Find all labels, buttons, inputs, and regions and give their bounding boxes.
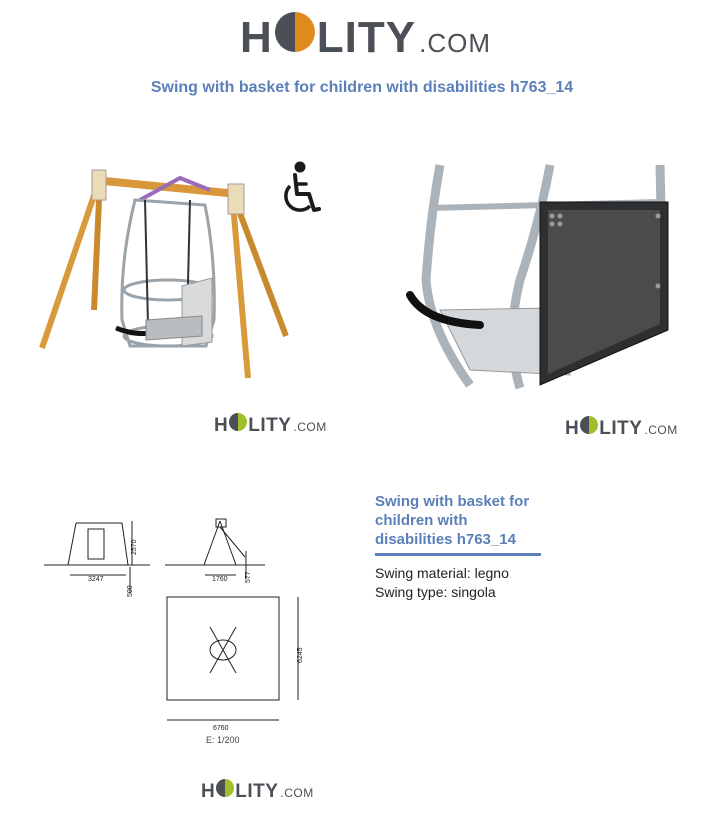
dim-height: 2570 [131, 539, 138, 555]
drawing-scale: E: 1/200 [206, 735, 240, 745]
spec-label: Swing material: [375, 565, 471, 581]
brand-logo-small-1[interactable] [214, 413, 327, 437]
logo-left: H [565, 418, 580, 439]
logo-suffix: .COM [280, 786, 314, 800]
brand-logo-suffix: .COM [419, 28, 491, 58]
brand-logo-right: LITY [316, 13, 417, 62]
logo-o-icon [580, 416, 598, 434]
brand-logo-left: H [240, 13, 273, 62]
spec-label: Swing type: [375, 584, 448, 600]
logo-o-icon [229, 413, 247, 431]
brand-logo-small-2[interactable] [565, 416, 678, 440]
technical-drawing [40, 515, 320, 750]
spec-value: singola [451, 584, 496, 600]
logo-right: LITY [599, 418, 643, 439]
logo-suffix: .COM [293, 420, 327, 434]
spec-swing-material [375, 565, 509, 581]
dim-seat-height: 577 [245, 571, 252, 583]
product-description-title: Swing with basket for children with disabilities h763_14 [375, 493, 530, 548]
dim-depth-ground: 500 [127, 585, 134, 597]
dim-area-width: 6760 [213, 725, 229, 732]
logo-left: H [214, 415, 229, 436]
brand-logo-small-3[interactable] [201, 779, 314, 803]
page-title: Swing with basket for children with disabilities h763_14 [150, 79, 574, 96]
logo-left: H [201, 781, 216, 802]
logo-right: LITY [248, 415, 292, 436]
wheelchair-icon [278, 160, 322, 218]
dim-area-depth: 6245 [297, 647, 304, 663]
logo-o-icon [216, 779, 234, 797]
spec-value: legno [474, 565, 509, 581]
logo-right: LITY [235, 781, 279, 802]
logo-suffix: .COM [644, 423, 678, 437]
brand-logo-o-icon [275, 12, 315, 52]
dim-width-front: 3247 [88, 576, 104, 583]
title-underline [375, 553, 541, 556]
product-image-closeup [400, 160, 680, 400]
dim-width-side: 1760 [212, 576, 228, 583]
spec-swing-type [375, 584, 496, 600]
brand-logo[interactable] [240, 12, 491, 63]
